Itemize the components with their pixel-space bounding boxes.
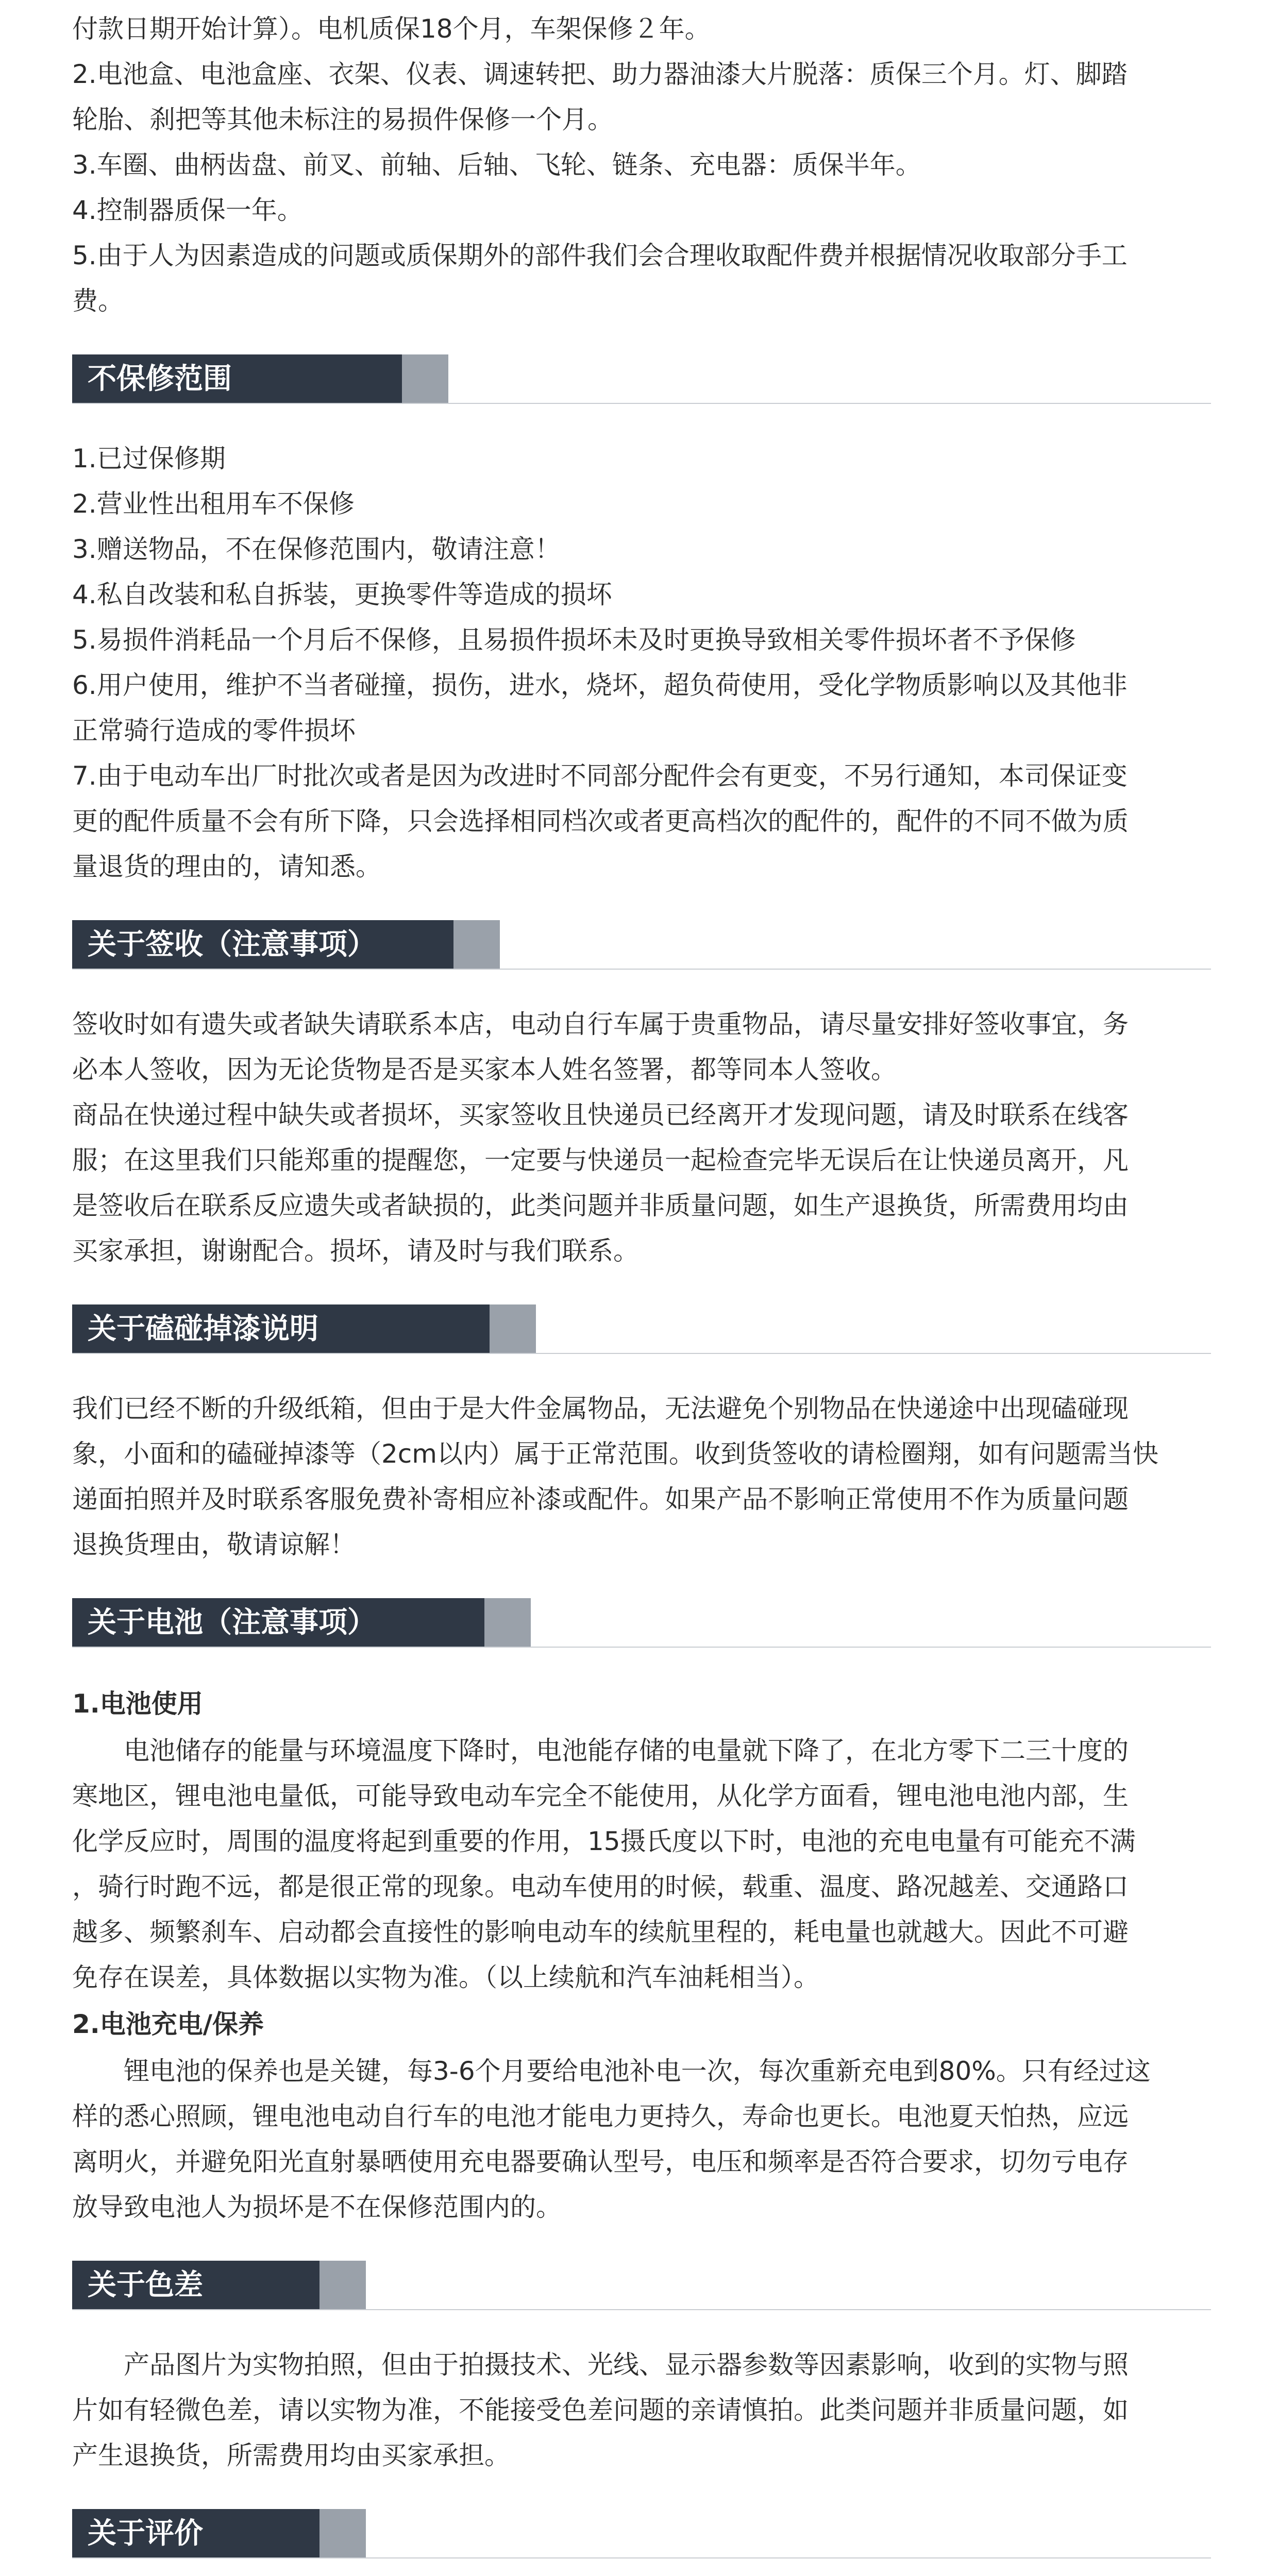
list-item: 6.用户使用，维护不当者碰撞，损伤，进水，烧坏，超负荷使用，受化学物质影响以及其他非 bbox=[72, 670, 1128, 700]
text-line: 轮胎、刹把等其他未标注的易损件保修一个月。 bbox=[72, 105, 613, 134]
list-item: 量退货的理由的，请知悉。 bbox=[72, 852, 381, 882]
text-line: 商品在快递过程中缺失或者损坏，买家签收且快递员已经离开才发现问题，请及时联系在线客 bbox=[72, 1100, 1129, 1130]
list-item: 5.易损件消耗品一个月后不保修，且易损件损坏未及时更换导致相关零件损坏者不予保修 bbox=[72, 625, 1076, 655]
heading-accent bbox=[484, 1598, 531, 1648]
section-title: 关于磕碰掉漆说明 bbox=[72, 1304, 490, 1354]
content bbox=[72, 0, 1211, 2576]
text-line: 放导致电池人为损坏是不在保修范围内的。 bbox=[72, 2192, 562, 2222]
text-line: 离明火，并避免阳光直射暴晒使用充电器要确认型号，电压和频率是否符合要求，切勿亏电存 bbox=[72, 2147, 1129, 2177]
subheading: 2.电池充电/保养 bbox=[72, 2009, 264, 2039]
text-line: 买家承担，谢谢配合。损坏，请及时与我们联系。 bbox=[72, 1236, 639, 1266]
text-line: 签收时如有遗失或者缺失请联系本店，电动自行车属于贵重物品，请尽量安排好签收事宜，务 bbox=[72, 1009, 1129, 1039]
divider bbox=[72, 1647, 1211, 1648]
no-warranty-list bbox=[72, 436, 1211, 889]
text-line: 产品图片为实物拍照，但由于拍摄技术、光线、显示器参数等因素影响，收到的实物与照 bbox=[124, 2350, 1129, 2380]
text-line: 产生退换货，所需费用均由买家承担。 bbox=[72, 2441, 510, 2470]
text-line: 3.车圈、曲柄齿盘、前叉、前轴、后轴、飞轮、链条、充电器：质保半年。 bbox=[72, 150, 921, 180]
text-line: ，骑行时跑不远，都是很正常的现象。电动车使用的时候，载重、温度、路况越差、交通路口 bbox=[72, 1872, 1129, 1902]
text-line: 5.由于人为因素造成的问题或质保期外的部件我们会合理收取配件费并根据情况收取部分手工 bbox=[72, 241, 1128, 270]
section-title: 不保修范围 bbox=[72, 354, 402, 404]
list-item: 正常骑行造成的零件损坏 bbox=[72, 716, 356, 745]
heading-accent bbox=[320, 2261, 366, 2310]
text-line: 2.电池盒、电池盒座、衣架、仪表、调速转把、助力器油漆大片脱落：质保三个月。灯、脚踏 bbox=[72, 59, 1128, 89]
heading-accent bbox=[453, 920, 500, 970]
section-title: 关于电池（注意事项） bbox=[72, 1598, 484, 1648]
text-line: 片如有轻微色差，请以实物为准，不能接受色差问题的亲请慎拍。此类问题并非质量问题，如 bbox=[72, 2395, 1129, 2425]
receipt-text bbox=[72, 1002, 1211, 1274]
section-title: 关于签收（注意事项） bbox=[72, 920, 453, 970]
heading-accent bbox=[320, 2509, 366, 2558]
list-item: 更的配件质量不会有所下降，只会选择相同档次或者更高档次的配件的，配件的不同不做为质 bbox=[72, 806, 1129, 836]
text-line: 化学反应时，周围的温度将起到重要的作用，15摄氏度以下时，电池的充电电量有可能充不满 bbox=[72, 1826, 1136, 1856]
list-item: 3.赠送物品，不在保修范围内，敬请注意！ bbox=[72, 534, 561, 564]
section-heading-no-warranty bbox=[72, 354, 1211, 404]
text-line: 免存在误差，具体数据以实物为准。（以上续航和汽车油耗相当）。 bbox=[72, 1962, 819, 1992]
list-item: 1.已过保修期 bbox=[72, 444, 226, 473]
text-line: 付款日期开始计算）。电机质保18个月，车架保修２年。 bbox=[72, 14, 711, 44]
text-line: 费。 bbox=[72, 286, 124, 316]
warranty-tail bbox=[72, 0, 1211, 324]
divider bbox=[72, 2309, 1211, 2310]
text-line: 越多、频繁刹车、启动都会直接性的影响电动车的续航里程的，耗电量也就越大。因此不可避 bbox=[72, 1917, 1129, 1947]
text-line: 象，小面和的磕碰掉漆等（2cm以内）属于正常范围。收到货签收的请检圈翔，如有问题需当快 bbox=[72, 1439, 1159, 1469]
subheading: 1.电池使用 bbox=[72, 1689, 203, 1719]
list-item: 4.私自改装和私自拆装，更换零件等造成的损坏 bbox=[72, 580, 612, 609]
section-heading-color bbox=[72, 2261, 1211, 2310]
divider bbox=[72, 403, 1211, 404]
heading-accent bbox=[402, 354, 448, 404]
text-line: 必本人签收，因为无论货物是否是买家本人姓名签署，都等同本人签收。 bbox=[72, 1055, 897, 1084]
battery-text bbox=[72, 1680, 1211, 2230]
text-line: 我们已经不断的升级纸箱，但由于是大件金属物品，无法避免个别物品在快递途中出现磕碰现 bbox=[72, 1394, 1129, 1423]
section-heading-receipt bbox=[72, 920, 1211, 970]
list-item: 2.营业性出租用车不保修 bbox=[72, 489, 355, 519]
section-title: 关于评价 bbox=[72, 2509, 320, 2558]
list-item: 7.由于电动车出厂时批次或者是因为改进时不同部分配件会有更变，不另行通知，本司保证变 bbox=[72, 761, 1128, 791]
color-text bbox=[72, 2342, 1211, 2478]
text-line: 寒地区，锂电池电量低，可能导致电动车完全不能使用，从化学方面看，锂电池电池内部，生 bbox=[72, 1781, 1129, 1811]
divider bbox=[72, 1353, 1211, 1354]
text-line: 样的悉心照顾，锂电池电动自行车的电池才能电力更持久，寿命也更长。电池夏天怕热，应远 bbox=[72, 2102, 1129, 2131]
text-line: 4.控制器质保一年。 bbox=[72, 195, 303, 225]
text-line: 是签收后在联系反应遗失或者缺损的，此类问题并非质量问题，如生产退换货，所需费用均由 bbox=[72, 1191, 1129, 1221]
section-heading-scratch bbox=[72, 1304, 1211, 1354]
text-line: 服；在这里我们只能郑重的提醒您，一定要与快递员一起检查完毕无误后在让快递员离开，凡 bbox=[72, 1145, 1129, 1175]
section-heading-battery bbox=[72, 1598, 1211, 1648]
scratch-text bbox=[72, 1386, 1211, 1567]
text-line: 电池储存的能量与环境温度下降时，电池能存储的电量就下降了，在北方零下二三十度的 bbox=[124, 1736, 1129, 1766]
text-line: 退换货理由，敬请谅解！ bbox=[72, 1530, 356, 1560]
section-title: 关于色差 bbox=[72, 2261, 320, 2310]
text-line: 递面拍照并及时联系客服免费补寄相应补漆或配件。如果产品不影响正常使用不作为质量问题 bbox=[72, 1484, 1129, 1514]
heading-accent bbox=[490, 1304, 536, 1354]
divider bbox=[72, 969, 1211, 970]
text-line: 锂电池的保养也是关键，每3-6个月要给电池补电一次，每次重新充电到80%。只有经过这 bbox=[124, 2056, 1151, 2086]
divider bbox=[72, 2557, 1211, 2558]
section-heading-review bbox=[72, 2509, 1211, 2558]
